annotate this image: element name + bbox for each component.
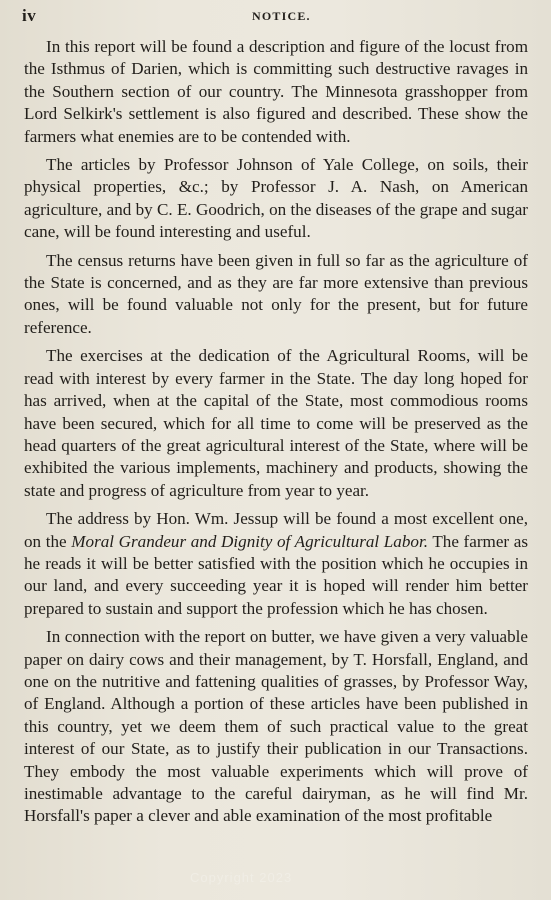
paragraph-articles: The articles by Professor Johnson of Yale College, on soils, their physical properties, &c.; by Professor J. A. Nash, on American agriculture, and by C. E. Goodrich, on the diseases of the grape and sugar cane, will be found interesting and useful. [24, 155, 528, 242]
paragraph-butter-report: In connection with the report on butter, we have given a very valuable paper on dairy cows and their management, by T. Horsfall, England, and one on the nutritive and fattening qualities of grasses, by Professor Way, of England. Although a portion of these articles have been published in this country, yet we deem them of such practical value to the great interest of our State, as to justify their publication in our Transactions. They embody the most valuable experiments which will prove of inestimable advantage to the careful dairyman, as he will find Mr. Horsfall's paper a clever and able examination of the most profitable [24, 627, 528, 826]
notice-body [24, 36, 528, 834]
paragraph-census: The census returns have been given in full so far as the agriculture of the State is concerned, and as they are far more extensive than previous ones, will be found valuable not only for the present, but for future reference. [24, 250, 528, 337]
paragraph-agricultural-rooms: The exercises at the dedication of the Agricultural Rooms, will be read with interest by every farmer in the State. The day long hoped for has arrived, when at the capital of the State, most commodious rooms have been secured, which for all time to come will be preserved as the head quarters of the great agricultural interest of the State, where will be exhibited the various implements, machinery and products, showing the state and progress of agriculture from year to year. [24, 346, 528, 500]
address-title: Moral Grandeur and Dignity of Agricultural Labor. [71, 531, 428, 551]
running-head: NOTICE. [252, 9, 311, 23]
paragraph-jessup-before: The address by Hon. Wm. Jessup will be found a most excellent one, on the [24, 509, 528, 551]
paragraph-jessup-after: The farmer as he reads it will be better satisfied with the position which he occupies in our land, and every succeeding year it is hoped will render him better prepared to sustain and support the profession which he has chosen. [24, 531, 528, 618]
page-number: iv [22, 6, 37, 25]
copyright-watermark: Copyright 2023 [190, 870, 293, 885]
page-header [22, 6, 522, 28]
paragraph-jessup-address [24, 508, 528, 620]
paragraph-locust: In this report will be found a description and figure of the locust from the Isthmus of Darien, which is committing such destructive ravages in the Southern section of our country. The Minnesota grasshopper from Lord Selkirk's settlement is also figured and described. These show the farmers what enemies are to be contended with. [24, 37, 528, 146]
